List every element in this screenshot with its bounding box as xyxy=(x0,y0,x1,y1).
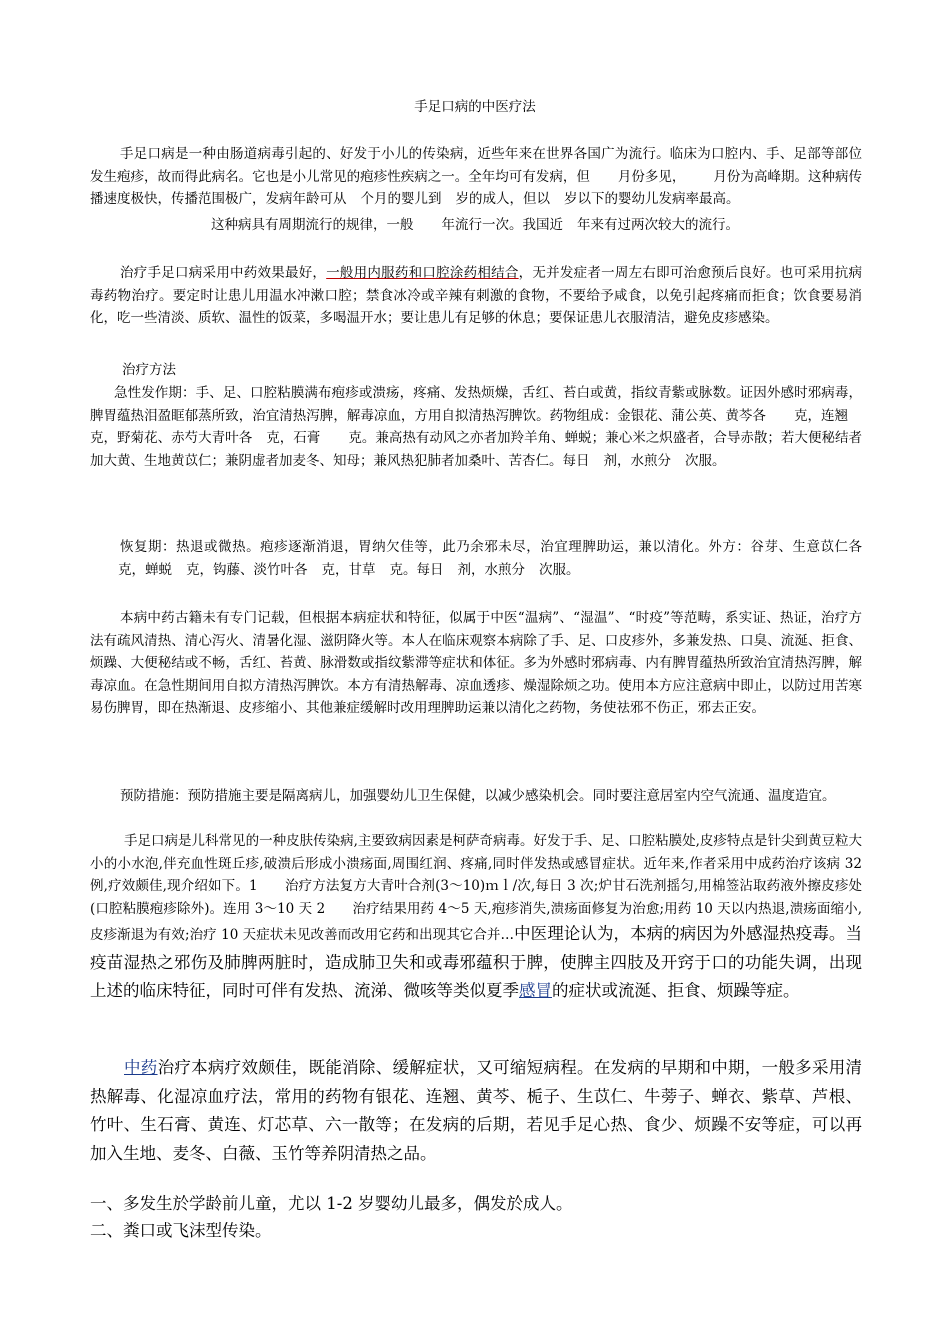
clinical-report-paragraph: 手足口病是儿科常见的一种皮肤传染病,主要致病因素是柯萨奇病毒。好发于手、足、口腔粘膜处,皮疹特点是针尖到黄豆粒大小的小水泡,伴充血性斑丘疹,破溃后形成小溃疡面,周围红润、疼痛,同时伴发热或感冒症状。近年来,作者采用中成药治疗该病 32 例,疗效颇佳,现介绍如下。1 治疗方法复方大青叶合剂(3～10)ｍｌ/次,每日 3 次;炉甘石洗剂摇匀,用棉签沾取药液外擦皮疹处(口腔粘膜疱疹除外)。连用 3～10 天 2 治疗结果用药 4～5 天,疱疹消失,溃疡面修复为治愈;用药 10 天以内热退,溃疡面缩小,皮疹渐退为有效;治疗 10 天症状未见改善而改用它药和出现其它合并…中医理论认为，本病的病因为外感湿热疫毒。当疫苗湿热之邪伤及肺脾两脏时，造成肺卫失和或毒邪蕴积于脾，使脾主四肢及开窍于口的功能失调，出现上述的临床特征，同时可伴有发热、流涕、微咳等类似夏季感冒的症状或流涎、拒食、烦躁等症。 xyxy=(90,833,863,1000)
treatment-paragraph: 治疗手足口病采用中药效果最好，一般用内服药和口腔涂药相结合，无并发症者一周左右即可治愈预后良好。也可采用抗病毒药物治疗。要定时让患儿用温水冲漱口腔；禁食冰冷或辛辣有刺激的食物，不要给予咸食，以免引起疼痛而拒食；饮食要易消化，吃一些清淡、质软、温性的饭菜，多喝温开水；要让患儿有足够的休息；要保证患儿衣服清洁，避免皮疹感染。 xyxy=(90,265,863,326)
methods-heading: 治疗方法 xyxy=(122,362,176,378)
tcm-link[interactable]: 中药 xyxy=(124,1058,158,1077)
intro-last-line: 这种病具有周期流行的规律，一般 年流行一次。我国近 年来有过两次较大的流行。 xyxy=(211,217,739,233)
list-item: 一、多发生於学龄前儿童，尤以 1-2 岁婴幼儿最多，偶发於成人。 xyxy=(90,1194,573,1213)
list-item: 二、粪口或飞沫型传染。 xyxy=(90,1221,272,1240)
tcm-treatment-paragraph: 中药治疗本病疗效颇佳，既能消除、缓解症状，又可缩短病程。在发病的早期和中期，一般多采用清热解毒、化湿凉血疗法，常用的药物有银花、连翘、黄芩、栀子、生苡仁、牛蒡子、蝉衣、紫草、芦根、竹叶、生石膏、黄连、灯芯草、六一散等；在发病的后期，若见手足心热、食少、烦躁不安等症，可以再加入生地、麦冬、白薇、玉竹等养阴清热之品。 xyxy=(90,1058,863,1163)
recovery-paragraph: 恢复期：热退或微热。疱疹逐渐消退，胃纳欠佳等，此乃余邪未尽，治宜理脾助运，兼以清化。外方：谷芽、生意苡仁各克，蝉蜕 克，钩藤、淡竹叶各 克，甘草 克。每日 剂，水煎分 次服。 xyxy=(118,539,862,578)
intro-paragraph: 手足口病是一种由肠道病毒引起的、好发于小儿的传染病，近些年来在世界各国广为流行。临床为口腔内、手、足部等部位发生疱疹，故而得此病名。它也是小儿常见的疱疹性疾病之一。全年均可有发病，但 月份多见， 月份为高峰期。这种病传播速度极快，传播范围极广，发病年龄可从 个月的婴儿到 岁的成人，但以 岁以下的婴幼儿发病率最高。 xyxy=(90,146,863,207)
page-title: 手足口病的中医疗法 xyxy=(414,99,536,115)
prevention-paragraph: 预防措施：预防措施主要是隔离病儿，加强婴幼儿卫生保健，以减少感染机会。同时要注意居室内空气流通、温度造宜。 xyxy=(120,788,836,804)
cold-link[interactable]: 感冒 xyxy=(519,981,552,1000)
underlined-phrase: 一般用内服药和口腔涂药相结合 xyxy=(326,265,519,281)
classical-analysis-paragraph: 本病中药古籍未有专门记载，但根据本病症状和特征，似属于中医“温病”、“湿温”、“时疫”等范畴，系实证、热证，治疗方法有疏风清热、清心泻火、清暑化湿、滋阴降火等。本人在临床观察本病除了手、足、口皮疹外，多兼发热、口臭、流涎、拒食、烦躁、大便秘结或不畅，舌红、苔黄、脉滑数或指纹紫滞等症状和体征。多为外感时邪病毒、内有脾胃蕴热所致治宜清热泻脾，解毒凉血。在急性期间用自拟方清热泻脾饮。本方有清热解毒、凉血透疹、燥湿除烦之功。使用本方应注意病中即止，以防过用苦寒易伤脾胃，即在热渐退、皮疹缩小、其他兼症缓解时改用理脾助运兼以清化之药物，务使祛邪不伤正，邪去正安。 xyxy=(90,610,862,716)
acute-phase-paragraph: 急性发作期：手、足、口腔粘膜满布疱疹或溃疡，疼痛、发热烦燥，舌红、苔白或黄，指纹青紫或脉数。证因外感时邪病毒，脾胃蕴热泪盈眶郁蒸所致，治宜清热泻脾，解毒凉血，方用自拟清热泻脾饮。药物组成：金银花、蒲公英、黄芩各 克，连翘克，野菊花、赤芍大青叶各 克，石膏 克。兼高热有动风之亦者加羚羊角、蝉蜕；兼心米之炽盛者，合导赤散；若大便秘结者加大黄、生地黄苡仁；兼阴虚者加麦冬、知母；兼风热犯肺者加桑叶、苦杏仁。每日 剂，水煎分 次服。 xyxy=(90,385,863,469)
